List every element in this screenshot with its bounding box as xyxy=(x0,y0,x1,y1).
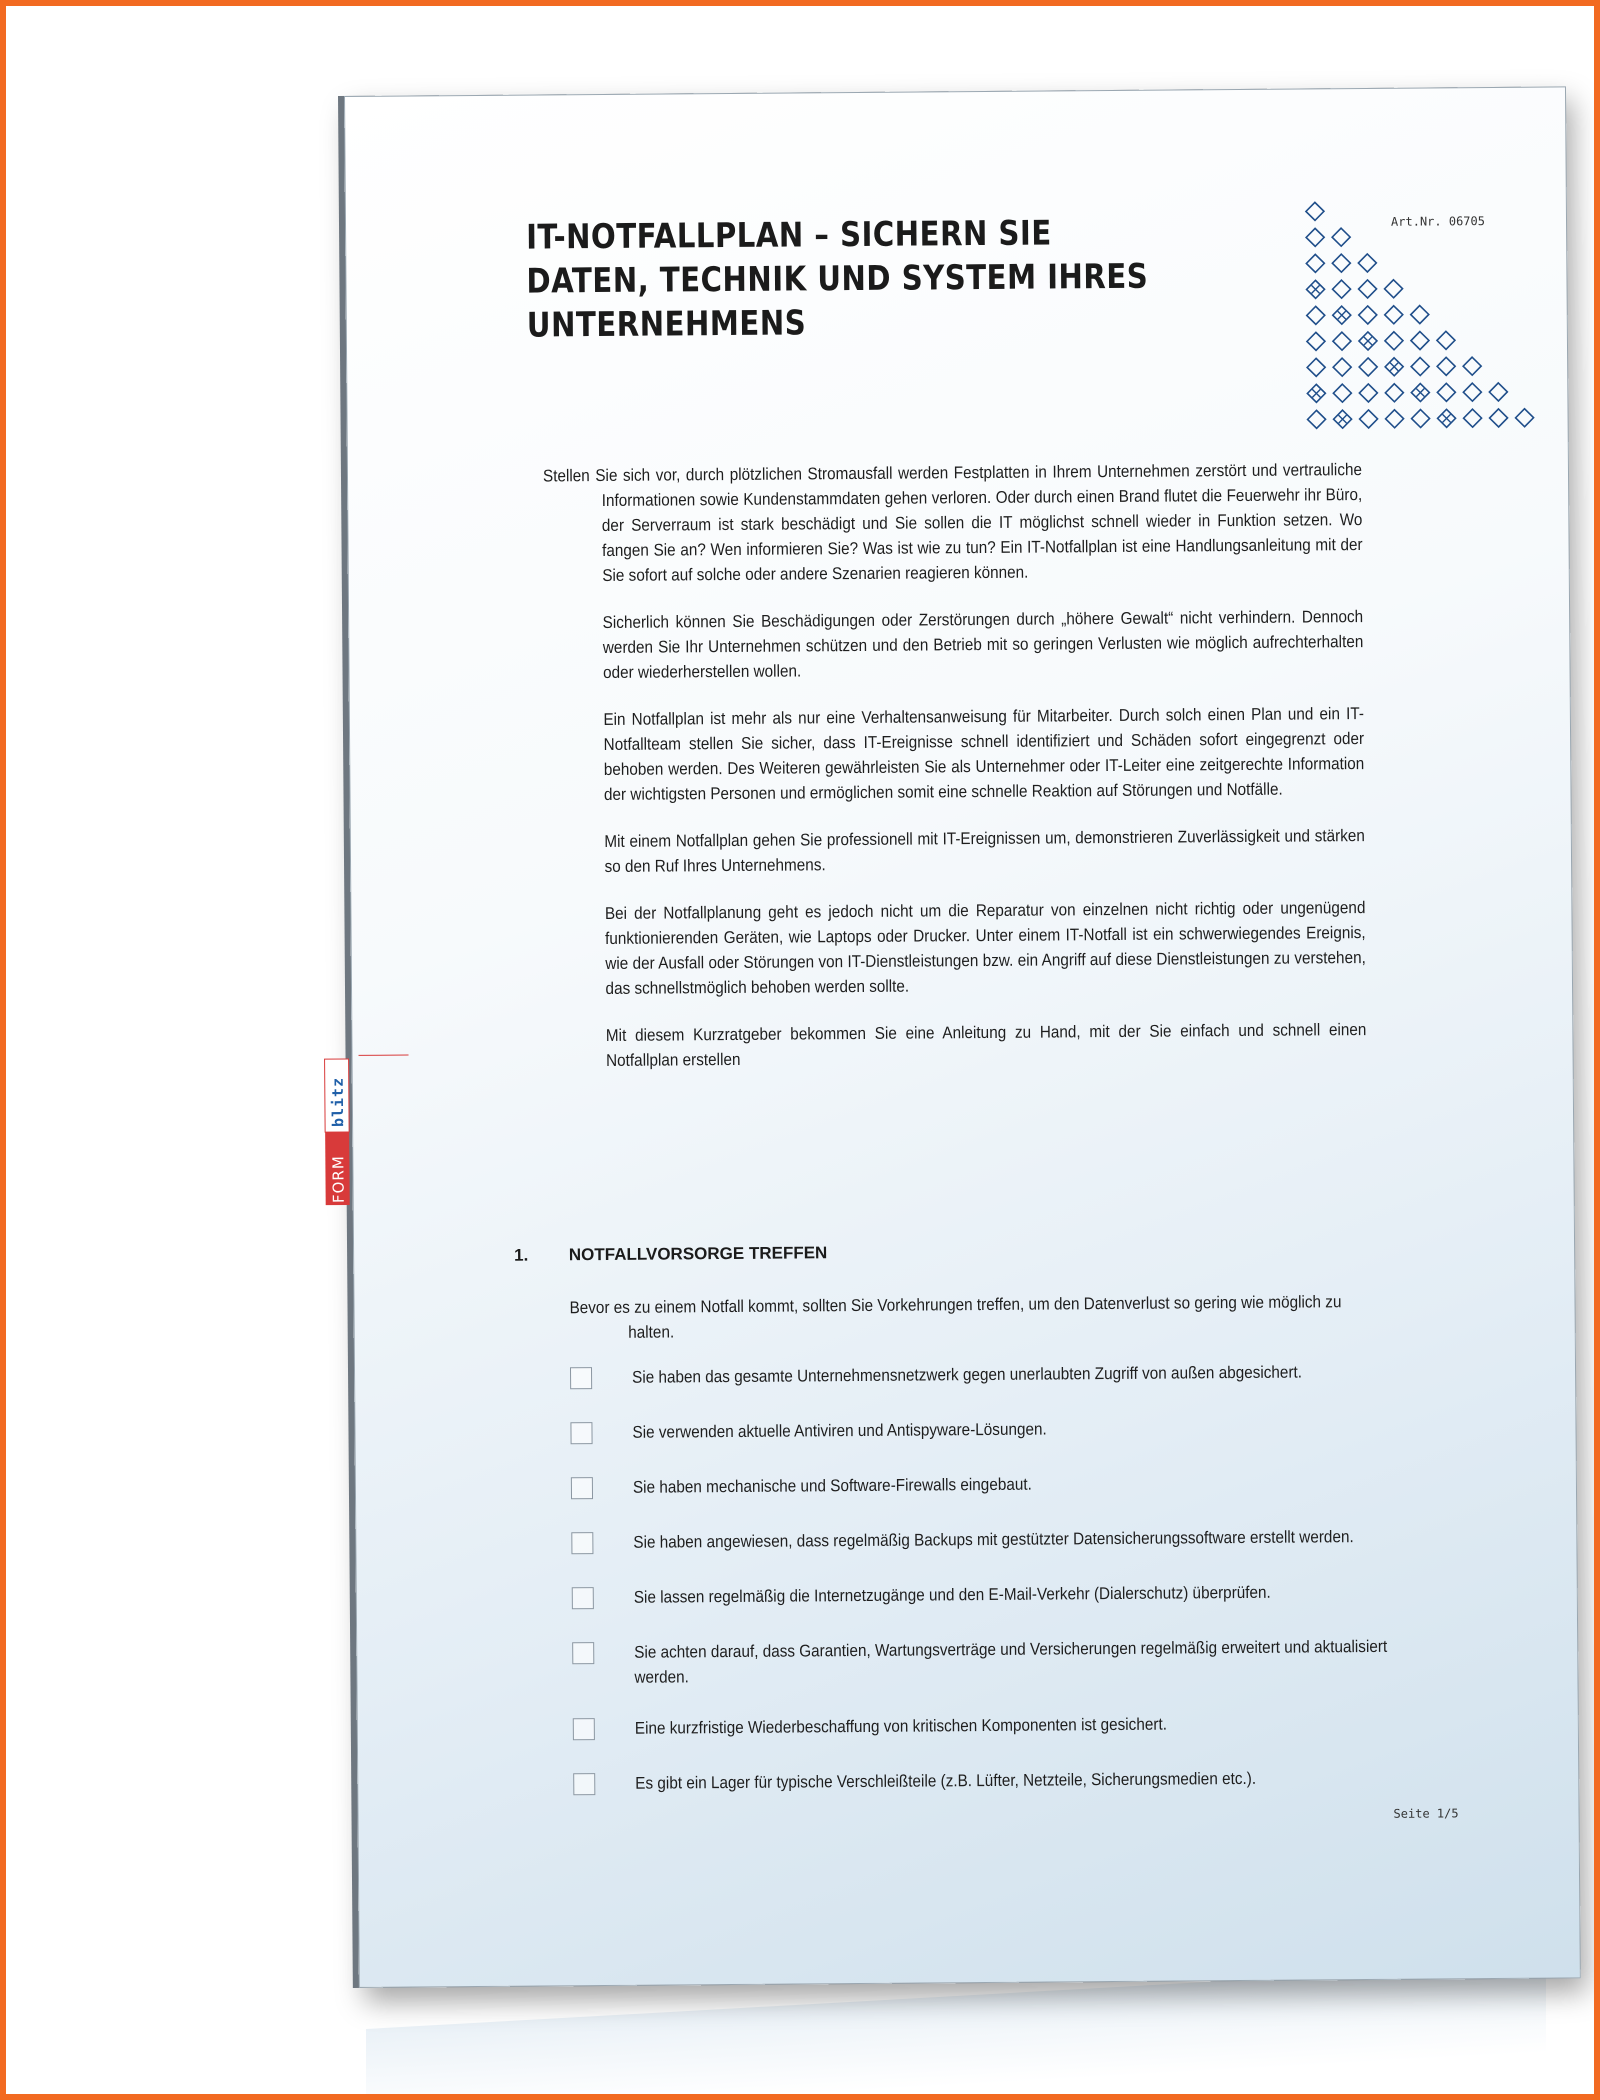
pattern-checkbox-icon xyxy=(1359,306,1377,324)
paragraph: Bei der Notfallplanung geht es jedoch nicht um die Reparatur von einzelnen nicht richtig oder ungenügend funktionierenden Geräten, wie Laptops oder Drucker. Unter einem IT-Notfall ist ein schwerwiegendes Ereignis, wie der Ausfall oder Störungen von IT-Dienstleistungen bzw. ein Angriff auf diese Dienstleistungen zu verstehen, das schnellstmöglich behoben werden sollte. xyxy=(604,898,1366,998)
checklist-item-text: Sie haben das gesamte Unternehmensnetzwerk gegen unerlaubten Zugriff von außen abgesichert. xyxy=(631,1362,1303,1387)
checklist-item-text: Sie verwenden aktuelle Antiviren und Antispyware-Lösungen. xyxy=(632,1419,1047,1442)
pattern-checkbox-icon xyxy=(1411,331,1429,349)
pattern-checkbox-icon xyxy=(1333,358,1351,376)
pattern-checkbox-icon xyxy=(1358,280,1376,298)
logo-blitz-text: blitz xyxy=(328,1076,348,1128)
checklist-item xyxy=(572,1633,1472,1690)
pattern-checkbox-icon xyxy=(1359,410,1377,428)
logo-form-text: FORM xyxy=(329,1155,348,1204)
pattern-checkbox-icon xyxy=(1385,410,1403,428)
checklist xyxy=(570,1358,1473,1796)
pattern-checkbox-icon xyxy=(1307,410,1325,428)
pattern-checkbox-icon xyxy=(1332,280,1350,298)
page-number: Seite 1/5 xyxy=(1393,1806,1459,1821)
checkbox[interactable] xyxy=(570,1367,592,1389)
checklist-item-text: Es gibt ein Lager für typische Verschleißteile (z.B. Lüfter, Netzteile, Sicherungsmedien etc.). xyxy=(635,1768,1257,1793)
document-page xyxy=(328,86,1581,1988)
pattern-checkbox-icon xyxy=(1437,383,1455,401)
checklist-item xyxy=(572,1578,1472,1610)
checklist-item-text: Sie achten darauf, dass Garantien, Wartungsverträge und Versicherungen regelmäßig erweitert und aktualisiert werden. xyxy=(634,1636,1388,1687)
pattern-checkbox-icon xyxy=(1385,358,1403,376)
checkbox[interactable] xyxy=(571,1477,593,1499)
pattern-checkbox-icon xyxy=(1333,384,1351,402)
article-number: Art.Nr. 06705 xyxy=(1390,214,1485,229)
checkbox[interactable] xyxy=(571,1532,593,1554)
pattern-checkbox-icon xyxy=(1384,280,1402,298)
pattern-checkbox-icon xyxy=(1463,383,1481,401)
checklist-item-text: Sie lassen regelmäßig die Internetzugänge und den E-Mail-Verkehr (Dialerschutz) überprüfen. xyxy=(633,1582,1271,1607)
pattern-checkbox-icon xyxy=(1333,306,1351,324)
checkbox[interactable] xyxy=(572,1642,594,1664)
pattern-checkbox-icon xyxy=(1489,409,1507,427)
section-title: NOTFALLVORSORGE TREFFEN xyxy=(568,1243,828,1265)
pattern-checkbox-icon xyxy=(1333,410,1351,428)
pattern-checkbox-icon xyxy=(1307,358,1325,376)
pattern-checkbox-icon xyxy=(1307,306,1325,324)
formblitz-logo xyxy=(323,1057,354,1207)
pattern-checkbox-icon xyxy=(1359,384,1377,402)
paragraph: Sicherlich können Sie Beschädigungen oder Zerstörungen durch „höhere Gewalt“ nicht verhindern. Dennoch werden Sie Ihr Unternehmen schützen und den Betrieb mit so geringen Verlusten wie möglich aufrechterhalten oder wiederherstellen wollen. xyxy=(602,607,1364,682)
logo-rule xyxy=(359,1055,409,1056)
pattern-checkbox-icon xyxy=(1463,409,1481,427)
paragraph: Stellen Sie sich vor, durch plötzlichen Stromausfall werden Festplatten in Ihrem Unternehmen zerstört und vertrauliche Informationen sowie Kundenstammdaten gehen verloren. Oder durch einen Brand flutet die Feuerwehr ihr Büro, der Serverraum ist stark beschädigt und Sie sollen die IT möglichst schnell wieder in Funktion setzen. Wo fangen Sie an? Wen informieren Sie? Was ist wie zu tun? Ein IT-Notfallplan ist eine Handlungsanleitung mit der Sie sofort auf solche oder andere Szenarien reagieren können. xyxy=(542,460,1363,585)
paragraph: Mit diesem Kurzratgeber bekommen Sie eine Anleitung zu Hand, mit der Sie einfach und schnell einen Notfallplan erstellen xyxy=(605,1019,1367,1070)
checklist-item xyxy=(573,1709,1473,1741)
checklist-item xyxy=(571,1523,1471,1555)
checklist-item-text: Eine kurzfristige Wiederbeschaffung von kritischen Komponenten ist gesichert. xyxy=(634,1714,1167,1738)
document-title: IT-NOTFALLPLAN – SICHERN SIE DATEN, TECHNIK UND SYSTEM IHRES UNTERNEHMENS xyxy=(525,213,1149,346)
pattern-checkbox-icon xyxy=(1385,332,1403,350)
pattern-checkbox-icon xyxy=(1463,357,1481,375)
pattern-checkbox-icon xyxy=(1307,332,1325,350)
pattern-checkbox-icon xyxy=(1411,357,1429,375)
pattern-checkbox-icon xyxy=(1332,228,1350,246)
document-mockup xyxy=(6,6,1600,2100)
checkbox[interactable] xyxy=(573,1773,595,1795)
pattern-checkbox-icon xyxy=(1437,331,1455,349)
checklist-item xyxy=(570,1413,1470,1445)
pattern-checkbox-icon xyxy=(1515,409,1533,427)
pattern-checkbox-icon xyxy=(1385,384,1403,402)
checklist-item xyxy=(573,1764,1473,1796)
pattern-checkbox-icon xyxy=(1306,202,1324,220)
pattern-checkbox-icon xyxy=(1489,383,1507,401)
pattern-checkbox-icon xyxy=(1333,332,1351,350)
pattern-checkbox-icon xyxy=(1359,332,1377,350)
checklist-item xyxy=(571,1468,1471,1500)
checkbox[interactable] xyxy=(570,1422,592,1444)
section-intro xyxy=(569,1289,1361,1345)
checkbox[interactable] xyxy=(573,1718,595,1740)
paragraph: Mit einem Notfallplan gehen Sie professionell mit IT-Ereignissen um, demonstrieren Zuverlässigkeit und stärken so den Ruf Ihres Unternehmens. xyxy=(604,826,1365,876)
pattern-checkbox-icon xyxy=(1307,384,1325,402)
body-text xyxy=(543,457,1367,1095)
pattern-checkbox-icon xyxy=(1306,228,1324,246)
pattern-checkbox-icon xyxy=(1437,409,1455,427)
checkbox[interactable] xyxy=(572,1587,594,1609)
section-intro-line: Bevor es zu einem Notfall kommt, sollten Sie Vorkehrungen treffen, um den Datenverlust so gering wie möglich zu xyxy=(569,1292,1342,1318)
checklist-item xyxy=(570,1358,1470,1390)
section-intro-continuation: halten. xyxy=(628,1322,675,1342)
checklist-item-text: Sie haben angewiesen, dass regelmäßig Backups mit gestützter Datensicherungssoftware erstellt werden. xyxy=(633,1527,1354,1552)
paragraph: Ein Notfallplan ist mehr als nur eine Verhaltensanweisung für Mitarbeiter. Durch solch einen Plan und ein IT-Notfallteam stellen Sie sicher, dass IT-Ereignisse schnell identifiziert und Schäden sofort eingegrenzt oder behoben werden. Des Weiteren gewährleisten Sie als Unternehmer oder IT-Leiter eine zeitgerechte Information der wichtigsten Personen und ermöglichen somit eine schnelle Reaktion auf Störungen und Notfälle. xyxy=(603,704,1365,804)
pattern-checkbox-icon xyxy=(1411,409,1429,427)
section-number: 1. xyxy=(514,1245,529,1265)
checklist-item-text: Sie haben mechanische und Software-Firewalls eingebaut. xyxy=(632,1474,1032,1497)
checkbox-pattern-graphic xyxy=(1301,190,1543,452)
section-heading xyxy=(514,1243,827,1265)
pattern-checkbox-icon xyxy=(1359,358,1377,376)
pattern-checkbox-icon xyxy=(1306,280,1324,298)
pattern-checkbox-icon xyxy=(1385,306,1403,324)
pattern-checkbox-icon xyxy=(1411,305,1429,323)
pattern-checkbox-icon xyxy=(1358,254,1376,272)
pattern-checkbox-icon xyxy=(1437,357,1455,375)
pattern-checkbox-icon xyxy=(1411,383,1429,401)
pattern-checkbox-icon xyxy=(1332,254,1350,272)
pattern-checkbox-icon xyxy=(1306,254,1324,272)
